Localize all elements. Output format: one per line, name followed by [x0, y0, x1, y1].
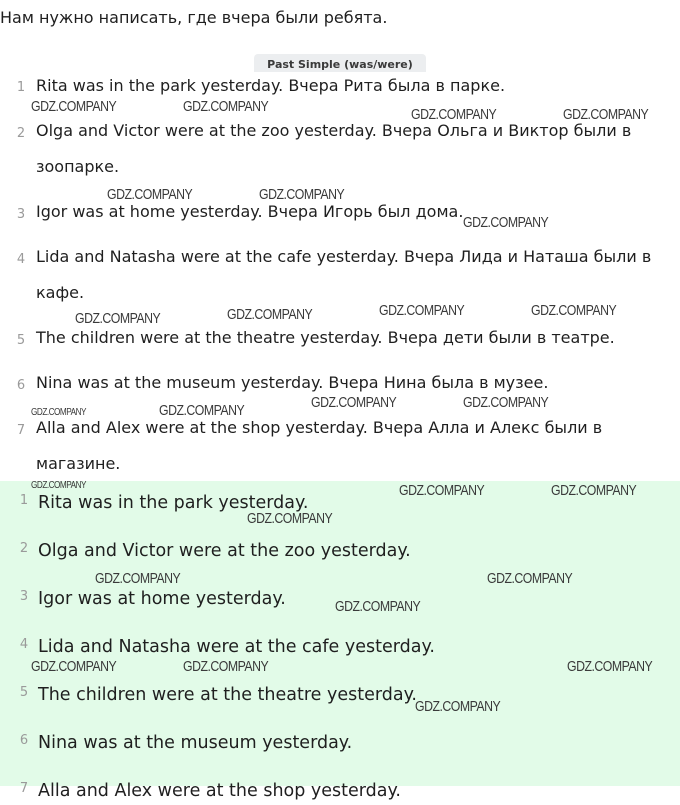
watermark: GDZ.COMPANY — [31, 98, 117, 115]
watermark: GDZ.COMPANY — [31, 407, 87, 418]
watermark: GDZ.COMPANY — [463, 394, 549, 411]
watermark: GDZ.COMPANY — [227, 306, 313, 323]
sentence-number: 5 — [16, 333, 26, 348]
grammar-tab[interactable]: Past Simple (was/were) — [254, 54, 426, 72]
answer-text: Igor was at home yesterday. — [38, 589, 286, 609]
answer-number: 3 — [19, 589, 29, 604]
sentence-number: 6 — [16, 378, 26, 393]
answer-number: 4 — [19, 637, 29, 652]
watermark: GDZ.COMPANY — [415, 698, 501, 715]
answer-number: 2 — [19, 541, 29, 556]
answer-text: Lida and Natasha were at the cafe yesterday. — [38, 637, 435, 657]
watermark: GDZ.COMPANY — [563, 106, 649, 123]
task-text: Нам нужно написать, где вчера были ребята. — [0, 8, 388, 27]
watermark: GDZ.COMPANY — [183, 98, 269, 115]
watermark: GDZ.COMPANY — [487, 570, 573, 587]
sentence-text: Lida and Natasha were at the cafe yesterday. Вчера Лида и Наташа были в кафе. — [36, 247, 652, 302]
watermark: GDZ.COMPANY — [311, 394, 397, 411]
watermark: GDZ.COMPANY — [551, 482, 637, 499]
sentence-text: Nina was at the museum yesterday. Вчера Нина была в музее. — [36, 373, 549, 392]
sentence-text: Igor was at home yesterday. Вчера Игорь был дома. — [36, 202, 464, 221]
sentence-number: 4 — [16, 252, 26, 267]
sentence-text: Alla and Alex were at the shop yesterday. Вчера Алла и Алекс были в магазине. — [36, 418, 603, 473]
watermark: GDZ.COMPANY — [247, 510, 333, 527]
watermark: GDZ.COMPANY — [567, 658, 653, 675]
answer-number: 7 — [19, 781, 29, 796]
answer-text: Nina was at the museum yesterday. — [38, 733, 353, 753]
answer-text: The children were at the theatre yesterday. — [38, 685, 417, 705]
watermark: GDZ.COMPANY — [159, 402, 245, 419]
watermark: GDZ.COMPANY — [107, 186, 193, 203]
sentence-text: The children were at the theatre yesterday. Вчера дети были в театре. — [36, 328, 615, 347]
answer-number: 1 — [19, 493, 29, 508]
watermark: GDZ.COMPANY — [379, 302, 465, 319]
watermark: GDZ.COMPANY — [183, 658, 269, 675]
watermark: GDZ.COMPANY — [259, 186, 345, 203]
sentence-number: 2 — [16, 126, 26, 141]
sentence-number: 7 — [16, 423, 26, 438]
sentence-number: 3 — [16, 207, 26, 222]
sentence-text: Rita was in the park yesterday. Вчера Рита была в парке. — [36, 76, 506, 95]
watermark: GDZ.COMPANY — [399, 482, 485, 499]
watermark: GDZ.COMPANY — [31, 658, 117, 675]
watermark: GDZ.COMPANY — [463, 214, 549, 231]
answer-text: Alla and Alex were at the shop yesterday. — [38, 781, 401, 801]
watermark: GDZ.COMPANY — [411, 106, 497, 123]
sentence-text: Olga and Victor were at the zoo yesterday. Вчера Ольга и Виктор были в зоопарке. — [36, 121, 632, 176]
sentence-number: 1 — [16, 80, 26, 95]
answers-section — [0, 481, 680, 801]
watermark: GDZ.COMPANY — [31, 480, 87, 491]
watermark: GDZ.COMPANY — [335, 598, 421, 615]
answer-text: Olga and Victor were at the zoo yesterday. — [38, 541, 411, 561]
answer-number: 6 — [19, 733, 29, 748]
watermark: GDZ.COMPANY — [75, 310, 161, 327]
answer-number: 5 — [19, 685, 29, 700]
watermark: GDZ.COMPANY — [95, 570, 181, 587]
answer-text: Rita was in the park yesterday. — [38, 493, 309, 513]
watermark: GDZ.COMPANY — [531, 302, 617, 319]
